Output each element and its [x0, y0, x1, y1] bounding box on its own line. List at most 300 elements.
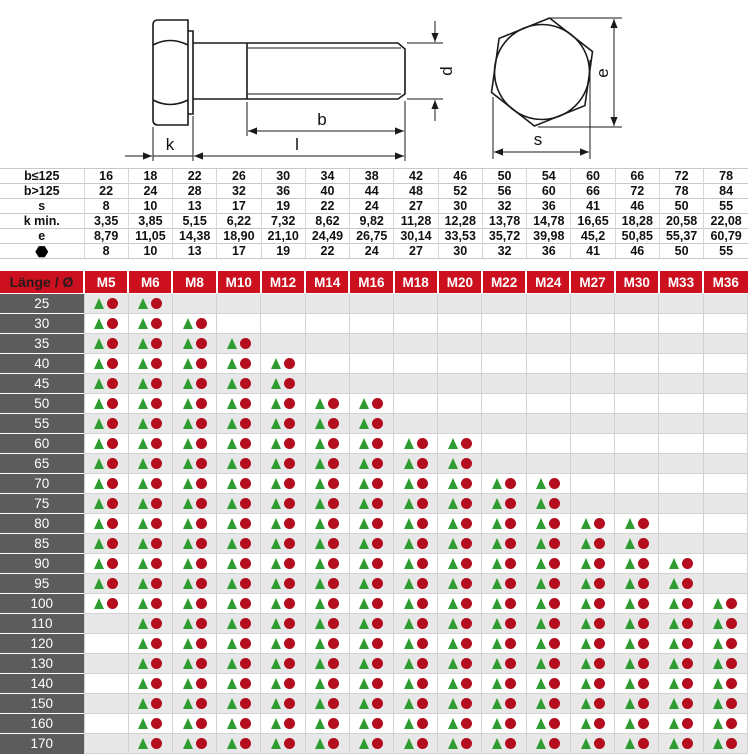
availability-cell-M18-25: [394, 294, 438, 314]
availability-cell-M8-65: [172, 454, 216, 474]
circle-icon: [196, 438, 207, 449]
triangle-icon: [183, 618, 193, 629]
triangle-icon: [536, 738, 546, 749]
circle-icon: [284, 598, 295, 609]
circle-icon: [284, 538, 295, 549]
availability-cell-M5-80: [84, 514, 128, 534]
spec-value: 16,65: [571, 214, 615, 229]
spec-value: 22: [305, 244, 349, 259]
circle-icon: [240, 398, 251, 409]
spec-value: 22: [173, 169, 217, 184]
triangle-icon: [536, 578, 546, 589]
circle-icon: [638, 598, 649, 609]
availability-cell-M12-160: [261, 714, 305, 734]
spec-value: 10: [128, 199, 172, 214]
circle-icon: [505, 558, 516, 569]
triangle-icon: [404, 478, 414, 489]
availability-cell-M14-150: [305, 694, 349, 714]
thread-minor-lines: [247, 48, 401, 94]
circle-icon: [196, 358, 207, 369]
triangle-icon: [315, 558, 325, 569]
triangle-icon: [536, 638, 546, 649]
length-row-110: [0, 614, 748, 634]
availability-cell-M30-95: [615, 574, 659, 594]
corner-header-laenge: Länge / Ø: [0, 271, 84, 294]
spec-value: 22,08: [704, 214, 748, 229]
availability-cell-M12-100: [261, 594, 305, 614]
triangle-icon: [227, 698, 237, 709]
circle-icon: [151, 518, 162, 529]
length-label: 25: [0, 294, 84, 314]
circle-icon: [372, 558, 383, 569]
spec-value: 26,75: [350, 229, 394, 244]
triangle-icon: [359, 538, 369, 549]
circle-icon: [594, 558, 605, 569]
circle-icon: [196, 538, 207, 549]
availability-cell-M14-160: [305, 714, 349, 734]
spec-value: 41: [571, 244, 615, 259]
availability-cell-M30-120: [615, 634, 659, 654]
circle-icon: [196, 498, 207, 509]
circle-icon: [372, 398, 383, 409]
triangle-icon: [359, 458, 369, 469]
availability-cell-M10-130: [217, 654, 261, 674]
spec-value: 8: [84, 199, 128, 214]
spec-value: 55: [704, 199, 748, 214]
triangle-icon: [183, 318, 193, 329]
triangle-icon: [227, 538, 237, 549]
length-label: 50: [0, 394, 84, 414]
circle-icon: [594, 738, 605, 749]
circle-icon: [638, 658, 649, 669]
availability-cell-M22-65: [482, 454, 526, 474]
availability-cell-M5-150: [84, 694, 128, 714]
spec-value: 18: [128, 169, 172, 184]
spec-value: 55: [704, 244, 748, 259]
availability-cell-M33-35: [659, 334, 703, 354]
triangle-icon: [359, 498, 369, 509]
circle-icon: [682, 718, 693, 729]
circle-icon: [240, 438, 251, 449]
triangle-icon: [404, 498, 414, 509]
circle-icon: [284, 698, 295, 709]
availability-cell-M27-55: [570, 414, 614, 434]
availability-cell-M20-35: [438, 334, 482, 354]
spec-row: [0, 169, 748, 184]
triangle-icon: [94, 318, 104, 329]
triangle-icon: [669, 678, 679, 689]
triangle-icon: [492, 498, 502, 509]
triangle-icon: [625, 718, 635, 729]
circle-icon: [107, 558, 118, 569]
availability-cell-M5-160: [84, 714, 128, 734]
circle-icon: [549, 698, 560, 709]
availability-cell-M33-40: [659, 354, 703, 374]
circle-icon: [196, 738, 207, 749]
spec-value: 50: [659, 199, 703, 214]
length-row-90: [0, 554, 748, 574]
circle-icon: [417, 478, 428, 489]
availability-cell-M5-130: [84, 654, 128, 674]
triangle-icon: [713, 598, 723, 609]
availability-cell-M27-85: [570, 534, 614, 554]
circle-icon: [240, 698, 251, 709]
triangle-icon: [271, 598, 281, 609]
availability-cell-M22-100: [482, 594, 526, 614]
circle-icon: [196, 458, 207, 469]
availability-cell-M18-140: [394, 674, 438, 694]
triangle-icon: [315, 698, 325, 709]
circle-icon: [682, 658, 693, 669]
availability-cell-M36-90: [703, 554, 747, 574]
availability-cell-M14-70: [305, 474, 349, 494]
availability-cell-M27-120: [570, 634, 614, 654]
availability-cell-M16-110: [349, 614, 393, 634]
triangle-icon: [713, 718, 723, 729]
triangle-icon: [713, 738, 723, 749]
spec-value: 66: [571, 184, 615, 199]
spec-value: 18,28: [615, 214, 659, 229]
circle-icon: [107, 398, 118, 409]
circle-icon: [726, 658, 737, 669]
circle-icon: [638, 578, 649, 589]
triangle-icon: [227, 678, 237, 689]
circle-icon: [284, 658, 295, 669]
availability-cell-M22-75: [482, 494, 526, 514]
circle-icon: [240, 418, 251, 429]
circle-icon: [240, 498, 251, 509]
availability-cell-M6-80: [128, 514, 172, 534]
circle-icon: [461, 738, 472, 749]
bolt-shank: [193, 43, 405, 99]
availability-cell-M20-150: [438, 694, 482, 714]
triangle-icon: [625, 638, 635, 649]
availability-cell-M5-70: [84, 474, 128, 494]
circle-icon: [107, 498, 118, 509]
triangle-icon: [94, 358, 104, 369]
triangle-icon: [404, 618, 414, 629]
spec-value: 52: [438, 184, 482, 199]
availability-cell-M16-70: [349, 474, 393, 494]
triangle-icon: [315, 398, 325, 409]
circle-icon: [417, 638, 428, 649]
availability-cell-M33-45: [659, 374, 703, 394]
circle-icon: [417, 518, 428, 529]
circle-icon: [284, 458, 295, 469]
circle-icon: [328, 438, 339, 449]
availability-cell-M12-95: [261, 574, 305, 594]
availability-cell-M6-35: [128, 334, 172, 354]
spec-row: [0, 244, 748, 259]
circle-icon: [417, 578, 428, 589]
triangle-icon: [183, 438, 193, 449]
length-row-80: [0, 514, 748, 534]
spec-value: 22: [84, 184, 128, 199]
spec-value: 5,15: [173, 214, 217, 229]
availability-cell-M10-40: [217, 354, 261, 374]
col-header-M6: M6: [128, 271, 172, 294]
availability-cell-M30-45: [615, 374, 659, 394]
spec-value: 46: [438, 169, 482, 184]
length-row-170: [0, 734, 748, 754]
spec-value: 26: [217, 169, 261, 184]
circle-icon: [151, 598, 162, 609]
availability-cell-M22-90: [482, 554, 526, 574]
circle-icon: [505, 538, 516, 549]
triangle-icon: [404, 658, 414, 669]
availability-cell-M8-170: [172, 734, 216, 754]
triangle-icon: [94, 378, 104, 389]
circle-icon: [461, 618, 472, 629]
circle-icon: [240, 618, 251, 629]
availability-cell-M36-60: [703, 434, 747, 454]
spec-value: 19: [261, 199, 305, 214]
spec-value: 36: [527, 244, 571, 259]
circle-icon: [594, 678, 605, 689]
availability-cell-M16-50: [349, 394, 393, 414]
circle-icon: [328, 678, 339, 689]
circle-icon: [682, 698, 693, 709]
availability-cell-M12-35: [261, 334, 305, 354]
triangle-icon: [183, 678, 193, 689]
circle-icon: [594, 518, 605, 529]
triangle-icon: [271, 638, 281, 649]
availability-cell-M36-55: [703, 414, 747, 434]
availability-cell-M18-110: [394, 614, 438, 634]
circle-icon: [151, 718, 162, 729]
length-label: 130: [0, 654, 84, 674]
availability-cell-M20-170: [438, 734, 482, 754]
triangle-icon: [669, 738, 679, 749]
triangle-icon: [315, 458, 325, 469]
triangle-icon: [138, 438, 148, 449]
circle-icon: [372, 718, 383, 729]
spec-value: 13: [173, 244, 217, 259]
availability-cell-M33-30: [659, 314, 703, 334]
triangle-icon: [404, 518, 414, 529]
col-header-M20: M20: [438, 271, 482, 294]
availability-cell-M30-80: [615, 514, 659, 534]
availability-cell-M24-120: [526, 634, 570, 654]
availability-cell-M16-95: [349, 574, 393, 594]
triangle-icon: [183, 458, 193, 469]
availability-cell-M14-140: [305, 674, 349, 694]
circle-icon: [240, 658, 251, 669]
triangle-icon: [669, 718, 679, 729]
circle-icon: [638, 638, 649, 649]
availability-cell-M24-160: [526, 714, 570, 734]
circle-icon: [107, 378, 118, 389]
circle-icon: [196, 478, 207, 489]
triangle-icon: [669, 638, 679, 649]
triangle-icon: [94, 298, 104, 309]
availability-cell-M30-65: [615, 454, 659, 474]
availability-cell-M33-160: [659, 714, 703, 734]
availability-cell-M30-100: [615, 594, 659, 614]
triangle-icon: [271, 718, 281, 729]
availability-cell-M36-160: [703, 714, 747, 734]
availability-cell-M8-75: [172, 494, 216, 514]
triangle-icon: [581, 638, 591, 649]
circle-icon: [284, 618, 295, 629]
triangle-icon: [138, 638, 148, 649]
circle-icon: [284, 378, 295, 389]
circle-icon: [107, 538, 118, 549]
triangle-icon: [315, 498, 325, 509]
circle-icon: [417, 738, 428, 749]
triangle-icon: [94, 598, 104, 609]
availability-cell-M16-40: [349, 354, 393, 374]
availability-cell-M36-150: [703, 694, 747, 714]
triangle-icon: [315, 658, 325, 669]
triangle-icon: [448, 498, 458, 509]
circle-icon: [417, 458, 428, 469]
triangle-icon: [271, 518, 281, 529]
availability-cell-M5-120: [84, 634, 128, 654]
spec-value: 35,72: [482, 229, 526, 244]
availability-cell-M27-90: [570, 554, 614, 574]
availability-cell-M12-130: [261, 654, 305, 674]
availability-cell-M20-65: [438, 454, 482, 474]
availability-cell-M22-160: [482, 714, 526, 734]
availability-cell-M6-75: [128, 494, 172, 514]
availability-cell-M24-85: [526, 534, 570, 554]
availability-cell-M14-80: [305, 514, 349, 534]
circle-icon: [549, 538, 560, 549]
circle-icon: [417, 658, 428, 669]
availability-cell-M18-90: [394, 554, 438, 574]
circle-icon: [151, 338, 162, 349]
triangle-icon: [227, 738, 237, 749]
matrix-header-row: [0, 271, 748, 294]
triangle-icon: [138, 378, 148, 389]
availability-cell-M18-170: [394, 734, 438, 754]
spec-value: 45,2: [571, 229, 615, 244]
triangle-icon: [713, 638, 723, 649]
availability-cell-M24-45: [526, 374, 570, 394]
availability-cell-M33-55: [659, 414, 703, 434]
availability-cell-M12-55: [261, 414, 305, 434]
spec-row-label: [0, 244, 84, 259]
length-row-45: [0, 374, 748, 394]
spec-value: 34: [305, 169, 349, 184]
length-label: 65: [0, 454, 84, 474]
spec-value: 46: [615, 199, 659, 214]
triangle-icon: [536, 618, 546, 629]
availability-cell-M6-40: [128, 354, 172, 374]
triangle-icon: [581, 538, 591, 549]
col-header-M27: M27: [570, 271, 614, 294]
availability-cell-M10-35: [217, 334, 261, 354]
spec-row-label: s: [0, 199, 84, 214]
availability-cell-M22-150: [482, 694, 526, 714]
availability-cell-M33-50: [659, 394, 703, 414]
circle-icon: [107, 318, 118, 329]
spec-value: 11,28: [394, 214, 438, 229]
circle-icon: [461, 718, 472, 729]
availability-cell-M24-95: [526, 574, 570, 594]
availability-cell-M36-30: [703, 314, 747, 334]
triangle-icon: [581, 518, 591, 529]
circle-icon: [726, 598, 737, 609]
triangle-icon: [448, 478, 458, 489]
availability-cell-M18-120: [394, 634, 438, 654]
circle-icon: [372, 658, 383, 669]
availability-cell-M30-30: [615, 314, 659, 334]
circle-icon: [196, 678, 207, 689]
circle-icon: [417, 498, 428, 509]
circle-icon: [372, 578, 383, 589]
availability-cell-M16-100: [349, 594, 393, 614]
circle-icon: [372, 458, 383, 469]
circle-icon: [151, 538, 162, 549]
triangle-icon: [536, 598, 546, 609]
triangle-icon: [581, 738, 591, 749]
availability-cell-M24-50: [526, 394, 570, 414]
availability-cell-M6-150: [128, 694, 172, 714]
length-label: 95: [0, 574, 84, 594]
availability-cell-M5-95: [84, 574, 128, 594]
availability-cell-M27-130: [570, 654, 614, 674]
circle-icon: [240, 378, 251, 389]
length-row-85: [0, 534, 748, 554]
length-label: 75: [0, 494, 84, 514]
triangle-icon: [359, 398, 369, 409]
availability-cell-M33-75: [659, 494, 703, 514]
circle-icon: [240, 478, 251, 489]
availability-cell-M18-160: [394, 714, 438, 734]
circle-icon: [151, 438, 162, 449]
circle-icon: [417, 438, 428, 449]
circle-icon: [505, 738, 516, 749]
triangle-icon: [94, 558, 104, 569]
triangle-icon: [94, 498, 104, 509]
circle-icon: [328, 398, 339, 409]
triangle-icon: [404, 438, 414, 449]
availability-cell-M18-70: [394, 474, 438, 494]
availability-cell-M36-130: [703, 654, 747, 674]
availability-cell-M10-80: [217, 514, 261, 534]
spec-value: 30: [438, 244, 482, 259]
circle-icon: [726, 678, 737, 689]
availability-cell-M36-80: [703, 514, 747, 534]
availability-cell-M30-70: [615, 474, 659, 494]
availability-cell-M8-95: [172, 574, 216, 594]
circle-icon: [461, 558, 472, 569]
triangle-icon: [315, 438, 325, 449]
circle-icon: [549, 518, 560, 529]
circle-icon: [549, 738, 560, 749]
spec-value: 50,85: [615, 229, 659, 244]
triangle-icon: [448, 538, 458, 549]
triangle-icon: [183, 358, 193, 369]
triangle-icon: [359, 438, 369, 449]
triangle-icon: [581, 658, 591, 669]
availability-cell-M16-170: [349, 734, 393, 754]
availability-cell-M22-50: [482, 394, 526, 414]
triangle-icon: [315, 538, 325, 549]
circle-icon: [505, 618, 516, 629]
circle-icon: [461, 678, 472, 689]
triangle-icon: [404, 538, 414, 549]
circle-icon: [284, 438, 295, 449]
triangle-icon: [625, 698, 635, 709]
bolt-head-facets: [153, 41, 188, 105]
circle-icon: [328, 518, 339, 529]
length-label: 40: [0, 354, 84, 374]
availability-cell-M10-90: [217, 554, 261, 574]
availability-cell-M12-40: [261, 354, 305, 374]
